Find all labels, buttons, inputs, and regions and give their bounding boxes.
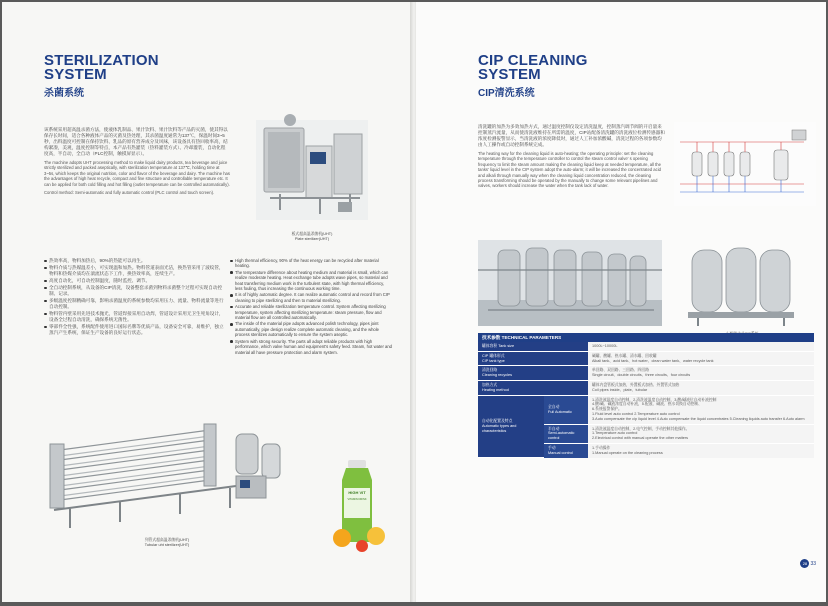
- page-number-left: 28: [800, 559, 809, 568]
- param-key: [478, 380, 588, 395]
- right-page: [416, 2, 826, 602]
- param-key: 罐体容积 Tank size: [478, 342, 588, 351]
- bullet-en-3: It is of highly automatic degree. It can realize automatic control and record from CIP cleaning to pipe sterilizing and then to material sterilizing.: [230, 292, 392, 303]
- param-key-en: Cleaning recycles: [482, 373, 512, 378]
- vitamin-brand: HIGH VIT: [348, 490, 366, 495]
- plate-sterilizer-caption: [250, 232, 374, 241]
- brochure-spread: [2, 2, 826, 604]
- param-value: 1000L~10000L: [588, 342, 814, 351]
- table-row: [478, 380, 814, 395]
- bullet-cn-3: 高度自动化，可自动控制温度，随时监控、调节。: [44, 278, 224, 284]
- page-numbers: [800, 559, 816, 568]
- cip-title-line1: CIP CLEANING: [478, 52, 588, 69]
- param-key: [478, 395, 544, 457]
- bullet-en-5: The inside of the material pipe adopts advanced polish technology, pipes joint automatically, pipe design realize complete automatic cleaning, and the whole process sterilizes automatically to ensure the system aseptic.: [230, 321, 392, 337]
- title-line2: SYSTEM: [44, 66, 107, 83]
- param-key-en: CIP tank type: [482, 358, 505, 363]
- param-key-cn: 加热方式: [482, 382, 498, 387]
- control-en: Control method: Semi-automatic and fully automatic control (PLC control and touch screen).: [44, 190, 215, 196]
- page-number-right: 33: [810, 560, 816, 567]
- tech-params-table: [478, 342, 814, 458]
- table-row: [478, 366, 814, 381]
- sterilization-title: [44, 54, 159, 82]
- tech-params-header: 技术参数 TECHNICAL PARAMETERS: [478, 333, 814, 342]
- small-cip-image: [678, 240, 806, 330]
- cip-title-line2: SYSTEM: [478, 66, 541, 83]
- tubular-sterilizer-image: [40, 410, 302, 538]
- cip-intro-en: The heating way for the cleaning liquid is auto-heating; the operating principle: set the cleaning temperature through the temperature controller to control the steam control valve' s opening frequency to limit the steam amount making the cleaning liquid keep at needed temperature, all the tanks' liquid level in the CIP system adopt the auto-alarm; it will be increased the concentrated acid and alkali through manually way when the cleaning liquid concentration reduced, the cleaning process transforming should be operated by the manually to change some relevant pipelines and valves, workers should increase the water when the tank lack of water.: [478, 151, 661, 189]
- bullets-en: [230, 258, 392, 356]
- caption-bottom-en: Tubular uht sterilizer(UHT): [144, 542, 190, 547]
- bullet-cn-5: 多级温度控制精确可靠，影响杀菌温度的系统参数均采用压力、流量、物料流量等进行自动控制。: [44, 298, 224, 310]
- title-line1: STERILIZATION: [44, 52, 159, 69]
- param-value: 碱罐、酸罐、热水罐、清水罐、回收罐 Alkali tank、acid tank、hot water、clean water tank、water recycle tank: [588, 351, 814, 366]
- bullet-en-4: Accurate and reliable sterilization temperature control. System affecting sterilizing temperature, system affecting sterilizing temperature: steam pressure, flow and material flow are all controlled automatically.: [230, 304, 392, 320]
- param-value: 罐体内盘管板式加热，外置板式加热、外置管式加热 Coil pipes inside、plate、tubular: [588, 380, 814, 395]
- table-row: [478, 342, 814, 351]
- table-row: [478, 351, 814, 366]
- cip-tanks-photo: [478, 240, 662, 326]
- param-value: 1.手动操作 1.Manual operate on the cleaning process: [588, 443, 814, 457]
- bullet-en-2: The temperature difference about heating medium and material is small, which can realize moderate heating. Heat exchange tube adopts wave pipes, so material and heat transferring medium work in the turbulent state, with high thermal efficiency, less fouling, thus increasing the continuous working time.: [230, 270, 392, 292]
- param-key-cn: 自动化配置及特点: [482, 419, 513, 424]
- caption-top-en: Plate sterilizer(UHT): [294, 236, 330, 241]
- cip-intro-cn: 清洗罐的加热为多效加热方式，通过温度控制仪设定清洗温度，控制蒸汽调节阀的开启量来控制蒸汽流量，从而使清洗液维持在所需的温度，CIP站配备清洗罐的清洗液位检测传感器和浓度检测报警显示，当清洗液的浓度降低时，通过人工补加浓酸碱，清洗过程的各项参数均由人工操作或自动控制系统完成。: [478, 124, 665, 147]
- plate-sterilizer-image: [250, 110, 374, 232]
- table-row: [478, 395, 814, 424]
- bullet-cn-1: 热效率高，物料加热后，90%的热能可以再生。: [44, 258, 224, 264]
- param-subkey: 手动 Manual control: [544, 443, 588, 457]
- param-key-cn: CIP 罐体形式: [482, 353, 505, 358]
- param-key-cn: 清洗回路: [482, 368, 498, 373]
- caption-bottom-cn: 列管式超高温杀菌机(UHT): [144, 538, 190, 542]
- cip-title-cn: CIP清洗系统: [478, 88, 535, 99]
- intro-en: The machine adopts UHT processing method to make liquid dairy products, tea beverage and juice strictly sterilized and packed aseptically, with sterilization temperature at 137℃, holding time at 3~5s, which keeps the original nutrition, color and flavor of the beverage and dairy. The machine has the advantages of high heat recycle, compact and fine structure and controllable temperature etc. It can be applied for both cold filling and hot filling (outlet temperature can be controlled automatically).: [44, 160, 230, 187]
- vitamin-sub: VITAMIN DRINK: [347, 498, 367, 501]
- param-key-en: Heating method: [482, 387, 509, 392]
- tubular-sterilizer-caption: [102, 538, 232, 547]
- bullet-cn-4: 全自动控制系统，从设备的CIP清洗，设备整套杀菌到物料杀菌整个过程可实现自动控制、记录。: [44, 285, 224, 297]
- caption-top-cn: 板式超高温杀菌机(UHT): [291, 232, 333, 236]
- cip-title: [478, 54, 588, 82]
- param-key: [478, 351, 588, 366]
- bullet-cn-7: 零部件全性强，系统配件使用进口国际名牌等优质产品，设备安全可靠，易维护，独立蒸汽产生系统，保证生产设备的良好运行状态。: [44, 324, 224, 336]
- cip-flow-diagram: [674, 122, 816, 206]
- param-subkey: 半自动 Semi-automatic control: [544, 424, 588, 443]
- cip-intro: [478, 124, 666, 192]
- bullet-en-6: System with strong security. The parts all adopt reliable products with high performance, which valve human and equipment's safety feed. Steam, hot water and material all have pressure protection and alarm system.: [230, 339, 392, 355]
- sterilization-intro: [44, 127, 230, 198]
- bullet-cn-6: 物料管内壁采用先进技术抛光，管道焊接采用自动焊，管道设计采用无卫生死角设计，设备全过程自动清洗，确保系统无菌性。: [44, 311, 224, 323]
- param-subkey: 全自动 Full Automatic: [544, 395, 588, 424]
- param-key: [478, 366, 588, 381]
- bullet-en-1: High thermal efficiency, 90% of the heat energy can be recycled after material heating.: [230, 258, 392, 269]
- param-value: 单回路、双回路、三回路、四回路 Single circuit、double circuits、three circuits、four circuits: [588, 366, 814, 381]
- left-page: [2, 2, 412, 602]
- param-value: 1.清洗液温度自动控制，2.清洗液温度自动控制，3.酸/碱液位自动补液控制 4.酸/碱、碱液浓度自动补液，5.配液、碱液、热水切换自动控制、 6.系统报警保护。 1.Fluid level auto control 2.Temperature auto control 3.Auto compensate the cip liquid level 4.Auto compensate the liquid concentrates 5.Cleaning liquids auto transfer 6.Auto alarm: [588, 395, 814, 424]
- param-key-en: Automatic types and characteristics: [482, 423, 517, 433]
- bullets-cn: [44, 258, 224, 337]
- bullet-cn-2: 物料介质与热媒温差小，可实现温和加热。物料管道表面光洁，换热管采用了波纹管，物料和热媒介质均在湍流状态下工作，换热效率高，连续生产。: [44, 265, 224, 277]
- sterilization-title-cn: 杀菌系统: [44, 88, 84, 99]
- vitamin-drink-bottle-image: [332, 458, 388, 552]
- param-value: 1.清洗液温度自动控制，2.电气控制，手动控制其他操作。 1.Temperature auto control 2.Electrical control with manual operate the other matters: [588, 424, 814, 443]
- intro-cn: 该系统采用超高温杀菌方法，使液体乳制品、果汁饮料、果汁饮料等产品的灭菌，使其得以保存长时间，适合各种液体产品的灭菌及热处理，其杀菌温度通常为137℃，保温时间3~5秒，出料温度可控制在保持饮料、乳品的原有营养成分及风味，该设备具有热回收率高，结构紧凑，美观，温度控制等特点，本产品有热灌装（热料灌装方式）、冷却灌装，自动化程度高，半自动，全自动（PLC控制，触摸屏显示）。: [44, 127, 228, 156]
